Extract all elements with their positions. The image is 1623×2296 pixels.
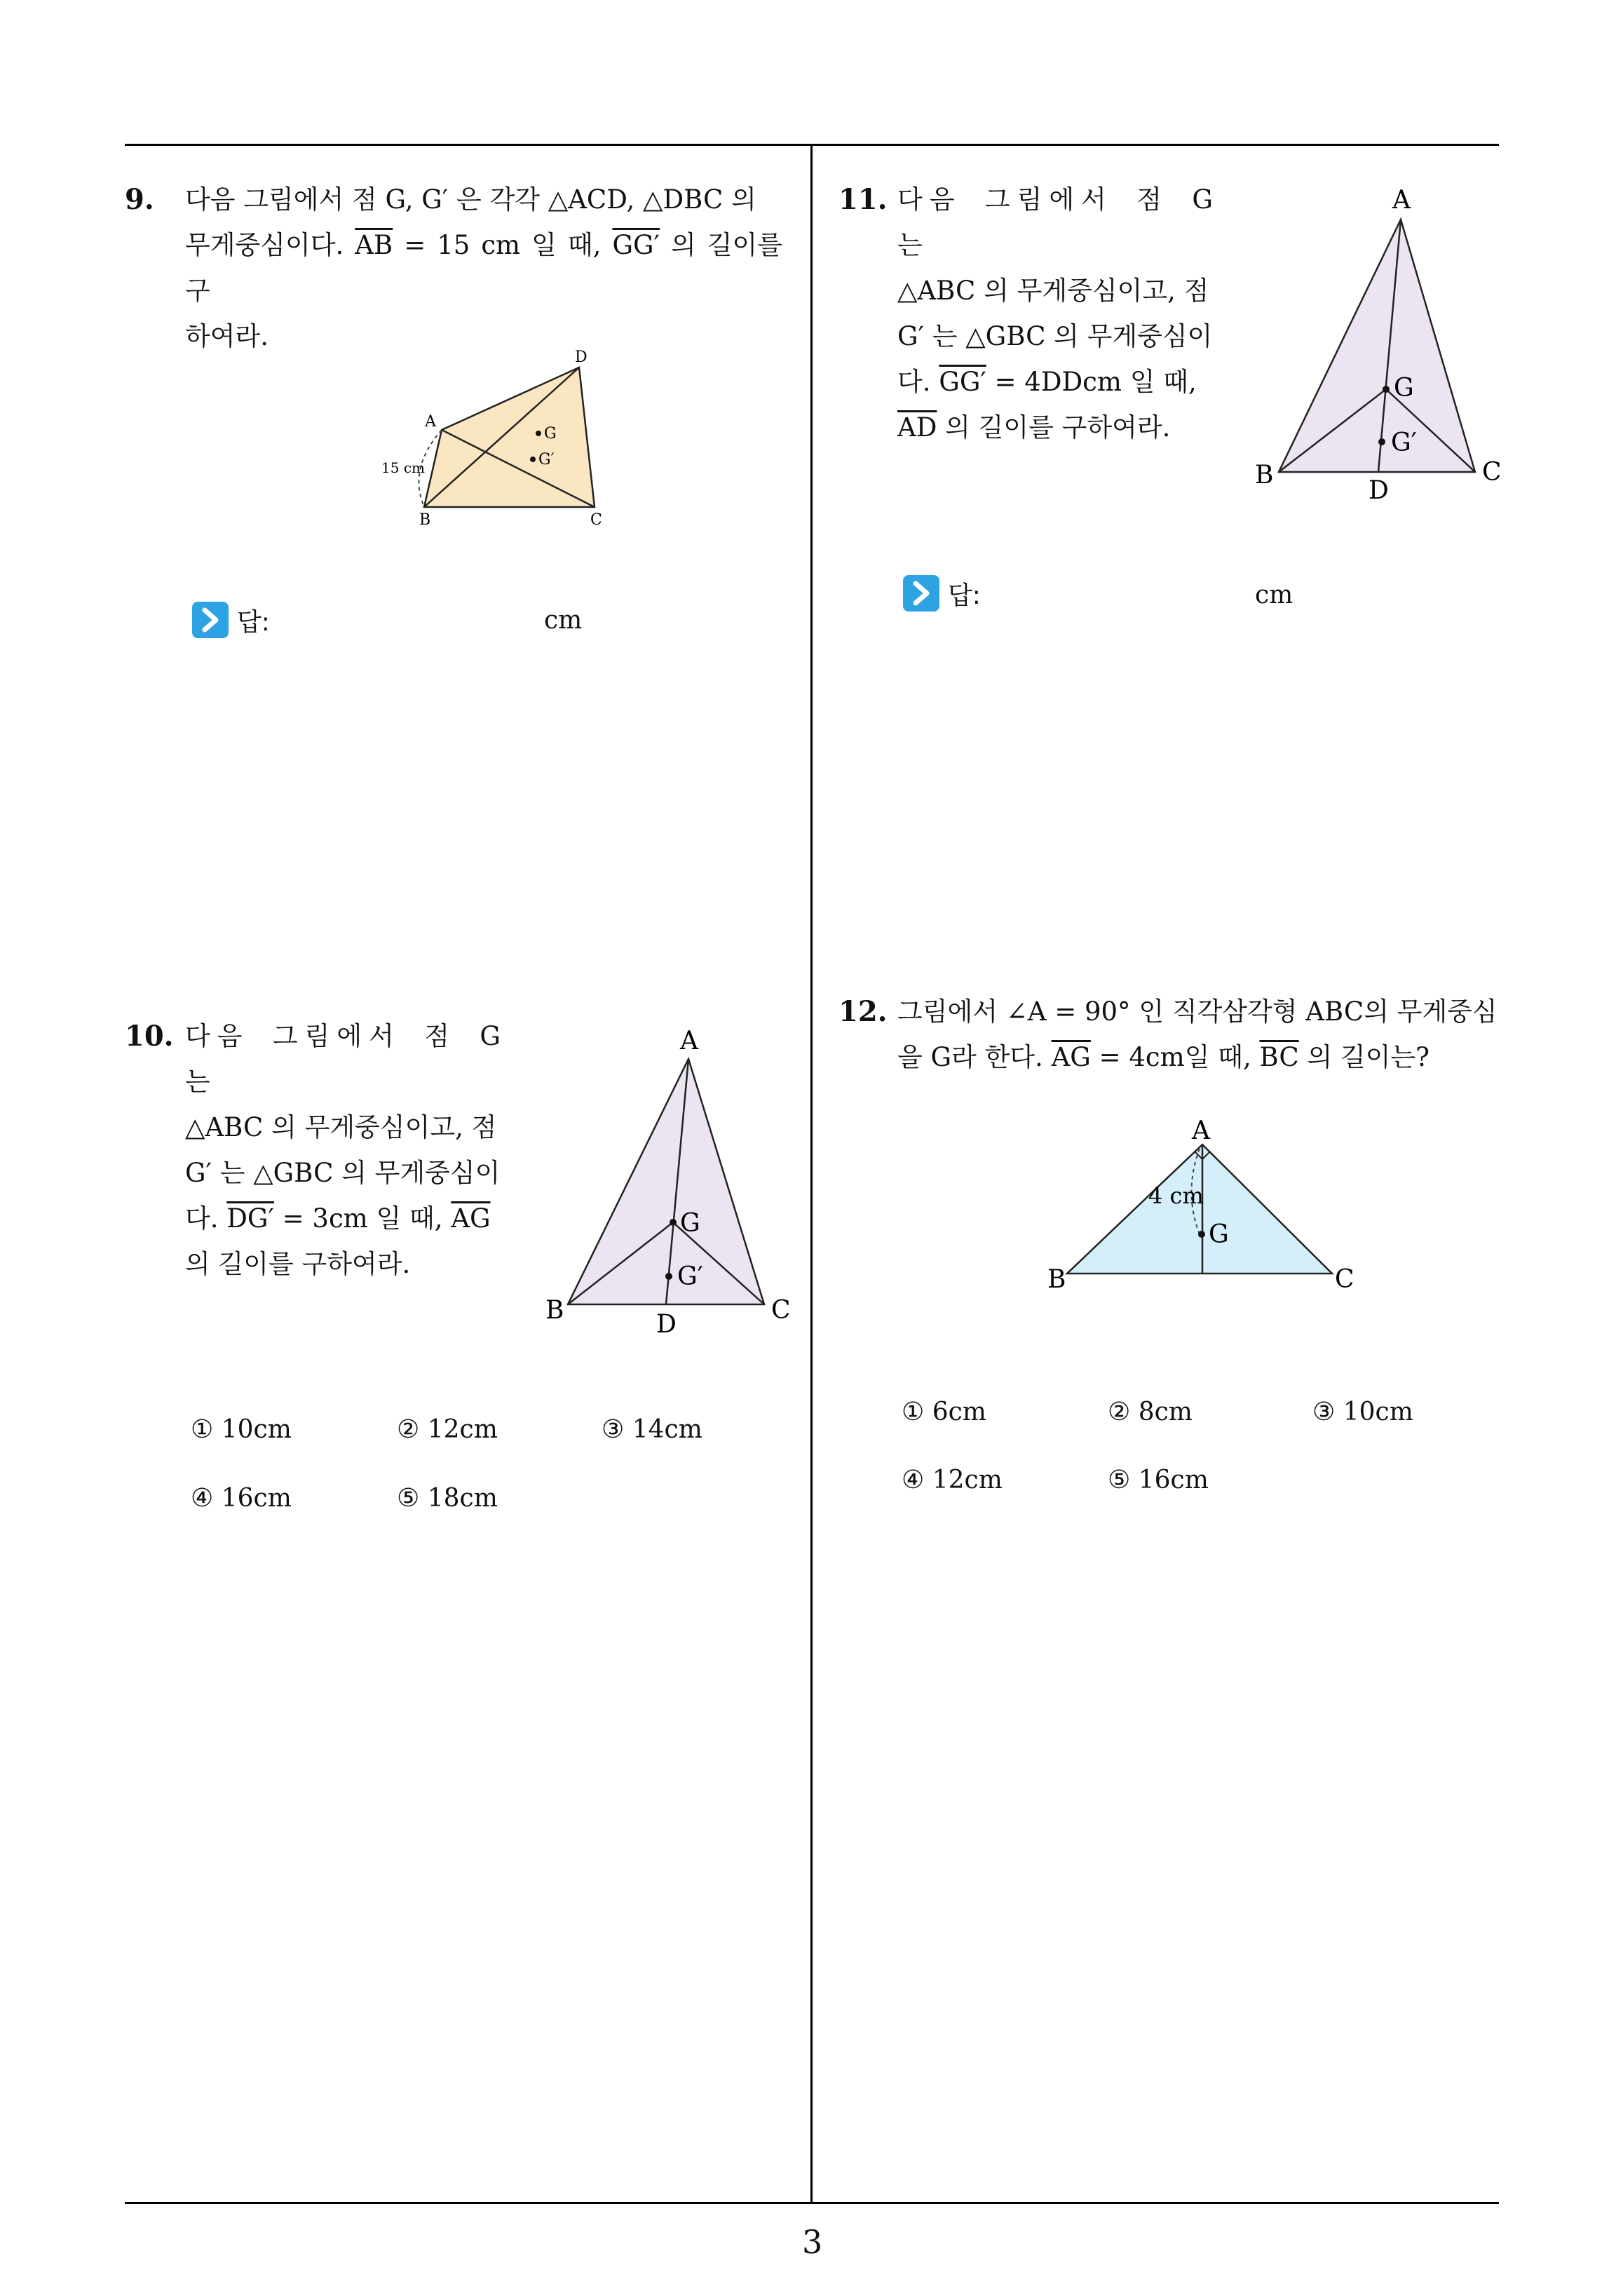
question-line: △ABC 의 무게중심이고, 점 — [897, 276, 1209, 306]
q11-answer-unit: cm — [1255, 581, 1293, 609]
label-g: G — [1394, 374, 1414, 403]
point-g-prime — [530, 457, 536, 462]
q9-answer — [191, 600, 270, 640]
question-line: 그림에서 ∠A = 90° 인 직각삼각형 ABC의 무게중심 — [897, 997, 1498, 1027]
label-length: 15 cm — [381, 459, 425, 476]
question-12 — [838, 989, 1512, 1101]
q11-answer — [902, 574, 981, 613]
label-g-prime: G′ — [677, 1262, 703, 1291]
label-g-prime: G′ — [538, 451, 555, 468]
q9-quadrilateral-figure — [372, 344, 624, 533]
q12-choice-1[interactable]: ① 6cm — [902, 1398, 986, 1426]
answer-arrow-icon — [902, 574, 941, 613]
question-line: 하여라. — [185, 321, 269, 351]
label-a: A — [680, 1027, 698, 1055]
question-line: 다음 그림에서 점 G 는 — [897, 184, 1220, 260]
label-length: 4 cm — [1148, 1182, 1204, 1209]
triangle-abc — [568, 1059, 764, 1304]
label-d: D — [575, 349, 588, 366]
label-c: C — [590, 511, 602, 529]
segment-label: $\overline{AB}$ — [355, 230, 393, 260]
question-line: △ABC 의 무게중심이고, 점 — [185, 1112, 497, 1142]
q10-triangle-figure — [540, 1024, 806, 1346]
question-text — [897, 177, 1220, 450]
label-d: D — [656, 1310, 677, 1339]
segment-label: $\overline{BC}$ — [1259, 1042, 1299, 1072]
question-number: 10. — [125, 1020, 174, 1053]
question-line: 다음 그림에서 점 G, G′ 은 각각 △ACD, △DBC 의 — [185, 184, 756, 215]
segment-label: $\overline{AD}$ — [897, 412, 937, 443]
q10-choice-5[interactable]: ⑤ 18cm — [397, 1484, 498, 1513]
point-g — [670, 1219, 677, 1226]
question-line: G′ 는 △GBC 의 무게중심이 — [897, 321, 1213, 351]
question-10 — [125, 1013, 517, 1279]
question-line: 의 길이를 구하여라. — [185, 1249, 411, 1279]
segment-label: GG′ — [939, 367, 986, 397]
label-g-prime: G′ — [1391, 428, 1417, 457]
point-g-prime — [1378, 438, 1385, 445]
question-number: 12. — [838, 995, 888, 1028]
question-text — [185, 177, 782, 359]
segment-label: DG′ — [226, 1203, 274, 1234]
q10-choice-2[interactable]: ② 12cm — [397, 1415, 498, 1444]
point-g — [536, 431, 541, 436]
q9-answer-unit: cm — [544, 606, 583, 635]
question-line: 다. GG′ = 4DDcm 일 때, — [897, 367, 1197, 397]
answer-arrow-icon — [191, 600, 230, 640]
point-g-prime — [665, 1273, 672, 1280]
q12-choice-3[interactable]: ③ 10cm — [1312, 1398, 1413, 1426]
label-a: A — [1392, 186, 1411, 215]
label-c: C — [1335, 1265, 1354, 1294]
label-d: D — [1369, 476, 1389, 505]
question-line: G′ 는 △GBC 의 무게중심이 — [185, 1158, 501, 1188]
column-divider — [810, 144, 813, 2203]
question-line: $\overline{AD}$ 의 길이를 구하여라. — [897, 412, 1171, 443]
label-b: B — [419, 511, 431, 529]
question-text — [185, 1013, 508, 1287]
q12-choice-2[interactable]: ② 8cm — [1108, 1398, 1193, 1426]
answer-label: 답: — [237, 607, 270, 637]
q11-triangle-figure — [1248, 186, 1514, 508]
question-text — [897, 989, 1512, 1080]
question-line: 다. DG′ = 3cm 일 때, $\overline{AG}$ — [185, 1203, 491, 1234]
point-g — [1383, 386, 1390, 393]
answer-label: 답: — [948, 581, 981, 610]
segment-label: $\overline{AG}$ — [451, 1203, 491, 1234]
segment-label: GG′ — [612, 230, 660, 260]
label-b: B — [1255, 461, 1274, 489]
label-g: G — [1209, 1220, 1229, 1249]
page-number: 3 — [802, 2223, 823, 2261]
triangle-abc — [1067, 1144, 1332, 1274]
question-11 — [838, 177, 1231, 443]
label-b: B — [545, 1296, 564, 1325]
bottom-rule — [125, 2202, 1499, 2204]
triangle-abc — [1279, 220, 1475, 472]
label-c: C — [1482, 458, 1502, 487]
question-number: 11. — [838, 183, 888, 216]
question-line: 을 G라 한다. $\overline{AG} = 4cm$일 때, $\overline{BC}$ 의 길이는? — [897, 1042, 1430, 1072]
point-g — [1198, 1231, 1205, 1238]
label-a: A — [1192, 1116, 1210, 1145]
q12-choice-5[interactable]: ⑤ 16cm — [1108, 1466, 1209, 1494]
label-a: A — [425, 413, 436, 431]
q10-choice-4[interactable]: ④ 16cm — [191, 1484, 292, 1513]
label-b: B — [1047, 1265, 1066, 1294]
question-line: 무게중심이다. $\overline{AB} = 15$ cm 일 때, GG′ 의 길이를 구 — [185, 230, 783, 306]
q12-right-triangle-figure — [1047, 1115, 1374, 1311]
label-g: G — [680, 1209, 700, 1238]
q10-choice-3[interactable]: ③ 14cm — [602, 1415, 702, 1444]
q12-choice-4[interactable]: ④ 12cm — [902, 1466, 1003, 1494]
question-line: 다음 그림에서 점 G 는 — [185, 1021, 508, 1097]
question-number: 9. — [125, 183, 154, 216]
segment-label: $\overline{AG}$ — [1051, 1042, 1091, 1072]
label-c: C — [771, 1296, 791, 1325]
label-g: G — [544, 425, 557, 443]
q10-choice-1[interactable]: ① 10cm — [191, 1415, 292, 1444]
quadrilateral-shape — [424, 367, 595, 507]
